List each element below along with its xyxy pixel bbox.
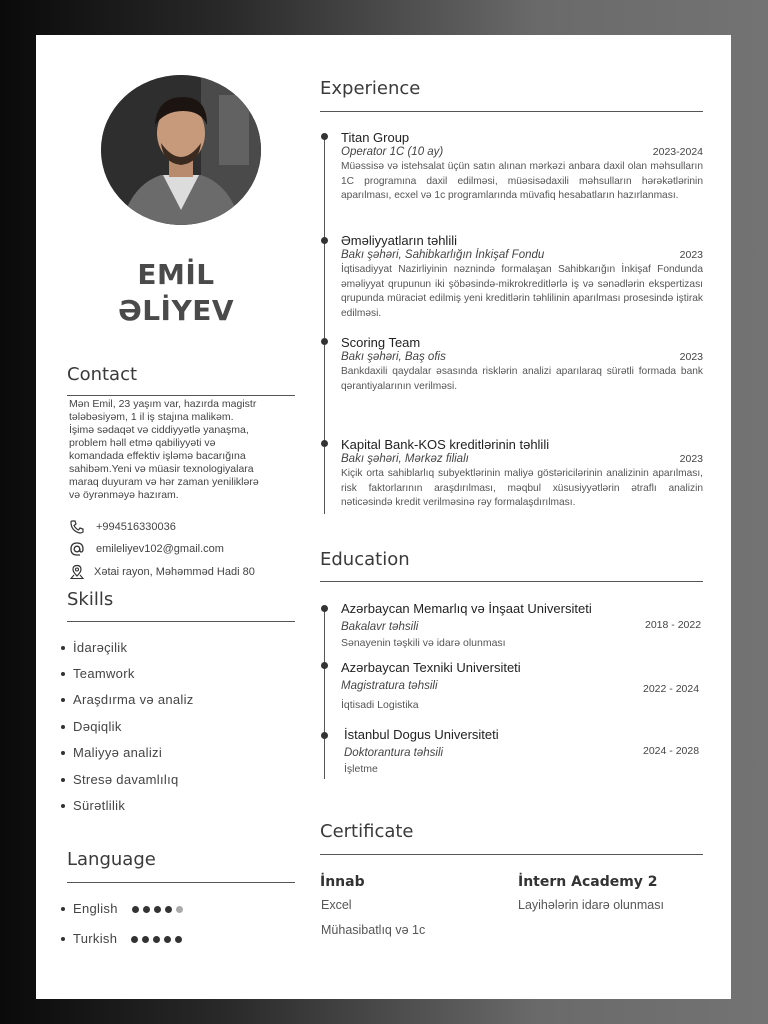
about-line: maraq duyuram və hər zaman yeniliklərə [69, 476, 259, 488]
entry-year: 2022 - 2024 [643, 683, 700, 695]
level-dot-empty [176, 906, 183, 913]
entry-year: 2018 - 2022 [645, 619, 702, 631]
experience-entry [341, 437, 703, 511]
entry-role: Bakı şəhəri, Mərkəz filialı [341, 453, 469, 465]
certificate-group-heading: İntern Academy 2 [518, 874, 658, 890]
certificate-heading: Certificate [320, 821, 414, 842]
timeline-dot [321, 237, 328, 244]
skill-item: Dəqiqlik [73, 719, 122, 734]
entry-title: Əməliyyatların təhlili [341, 233, 457, 248]
timeline-dot [321, 133, 328, 140]
experience-entry [341, 335, 703, 394]
level-dot-filled [164, 936, 171, 943]
experience-timeline [324, 137, 325, 514]
location-pin-icon [69, 564, 85, 580]
timeline-dot [321, 662, 328, 669]
certificate-item: Layihələrin idarə olunması [518, 898, 664, 912]
address-text: Xətai rayon, Məhəmməd Hadi 80 [94, 566, 255, 578]
about-line: və öyrənməyə hazıram. [69, 489, 179, 501]
level-dot-filled [165, 906, 172, 913]
entry-role: Bakalavr təhsili [341, 621, 419, 633]
entry-title: İstanbul Dogus Universiteti [344, 727, 499, 742]
experience-heading: Experience [320, 78, 421, 99]
last-name: ƏLİYEV [117, 294, 235, 327]
contact-email [69, 541, 224, 557]
experience-entry [341, 233, 703, 321]
entry-description: Bankdaxili qaydalar əsasında risklərin analizi aparılaraq sürətli formada bank qərantiyalarının verilməsi. [341, 366, 703, 392]
skill-item: İdarəçilik [73, 640, 128, 655]
language-divider [67, 882, 295, 883]
entry-year: 2023 [679, 453, 703, 465]
education-timeline [324, 607, 325, 779]
language-item-english [73, 901, 187, 916]
level-dot-filled [143, 906, 150, 913]
about-line: problem həll etmə qabiliyyəti və [69, 437, 216, 449]
language-level-rating [132, 901, 187, 916]
entry-role: Operator 1C (10 ay) [341, 146, 444, 158]
entry-role: Bakı şəhəri, Baş ofis [341, 351, 446, 363]
level-dot-filled [142, 936, 149, 943]
entry-title: Azərbaycan Memarlıq və İnşaat Universiteti [341, 601, 592, 616]
entry-year: 2023 [679, 351, 703, 363]
language-item-turkish [73, 931, 186, 946]
contact-divider [67, 395, 295, 396]
language-name: Turkish [73, 931, 118, 946]
timeline-dot [321, 605, 328, 612]
about-line: sahibəm.Yeni və müasir texnologiyalara [69, 463, 254, 475]
contact-phone [69, 519, 176, 535]
language-heading: Language [67, 849, 156, 870]
contact-heading: Contact [67, 364, 138, 385]
entry-note: Sənayenin təşkili və idarə olunması [341, 637, 506, 649]
entry-title: Kapital Bank-KOS kreditlərinin təhlili [341, 437, 550, 452]
skill-item: Teamwork [73, 666, 135, 681]
certificate-item: Excel [321, 898, 352, 912]
level-dot-filled [175, 936, 182, 943]
education-divider [320, 581, 703, 582]
certificate-group-heading: İnnab [320, 874, 365, 890]
phone-icon [69, 519, 85, 535]
at-sign-icon [69, 541, 85, 557]
skill-item: Araşdırma və analiz [73, 692, 194, 707]
entry-description: Müəssisə və istehsalat üçün satın alınan mərkəzi anbara daxil olan məhsulların 1C programına daxil edilməsi, müəsisədaxili məhsulların hərəkətlərinin aparılması, ecxel və 1c programlarında müvafiq hesabatların hazırlanması. [341, 161, 703, 201]
about-line: tələbəsiyəm, 1 il iş stajına malikəm. [69, 411, 234, 423]
skills-heading: Skills [67, 589, 114, 610]
level-dot-filled [153, 936, 160, 943]
email-text[interactable]: emileliyev102@gmail.com [96, 543, 224, 555]
entry-note: İqtisadi Logistika [341, 699, 419, 711]
timeline-dot [321, 732, 328, 739]
entry-note: İşletme [344, 763, 378, 775]
certificate-item: Mühasibatlıq və 1c [321, 923, 426, 937]
timeline-dot [321, 338, 328, 345]
entry-title: Scoring Team [341, 335, 421, 350]
entry-description: İqtisadiyyat Nazirliyinin nəznində formalaşan Sahibkarığın İnkişaf Fondunda əməliyyat qrupunun iki şöbəsində-mikrokreditlərlə iş və sənədlərin ekspertizası qrupunda müraciət edilmiş yeni kreditlərin təhlilinin aparılması prosesində iştirak edilməsi. [341, 264, 703, 319]
about-text [69, 398, 299, 502]
person-portrait-icon [101, 75, 261, 225]
level-dot-filled [154, 906, 161, 913]
skill-item: Stresə davamlılıq [73, 772, 179, 787]
education-heading: Education [320, 549, 410, 570]
certificate-divider [320, 854, 703, 855]
contact-address [69, 564, 255, 580]
skill-item: Sürətlilik [73, 798, 126, 813]
level-dot-filled [131, 936, 138, 943]
entry-role: Doktorantura təhsili [344, 747, 444, 759]
about-line: komandada effektiv işləmə bacarığına [69, 450, 246, 462]
profile-photo [101, 75, 261, 225]
experience-divider [320, 111, 703, 112]
level-dot-filled [132, 906, 139, 913]
resume-page [36, 35, 731, 999]
entry-title: Titan Group [341, 130, 410, 145]
timeline-dot [321, 440, 328, 447]
entry-year: 2023-2024 [652, 146, 703, 158]
about-line: Mən Emil, 23 yaşım var, hazırda magistr [69, 398, 257, 410]
language-name: English [73, 901, 118, 916]
about-line: İşimə sədaqət və ciddiyyətlə yanaşma, [69, 424, 249, 436]
entry-role: Magistratura təhsili [341, 680, 438, 692]
entry-role: Bakı şəhəri, Sahibkarlığın İnkişaf Fondu [341, 249, 545, 261]
skills-divider [67, 621, 295, 622]
entry-year: 2023 [679, 249, 703, 261]
entry-title: Azərbaycan Texniki Universiteti [341, 660, 521, 675]
phone-text[interactable]: +994516330036 [96, 521, 176, 533]
first-name: EMİL [137, 258, 215, 291]
experience-entry [341, 130, 703, 204]
entry-description: Kiçik orta sahiblarlıq subyektlərinin maliyə göstəricilərinin analizinin aparılması, risk faktorlarının araşdırılması, məqbul xüsusiyyətlərin ətraflı analizin nəticəsində kredit verilməsinə rəy formalaşdırılması. [341, 468, 703, 508]
skill-item: Maliyyə analizi [73, 745, 163, 760]
language-level-rating [131, 931, 186, 946]
entry-year: 2024 - 2028 [643, 745, 700, 757]
